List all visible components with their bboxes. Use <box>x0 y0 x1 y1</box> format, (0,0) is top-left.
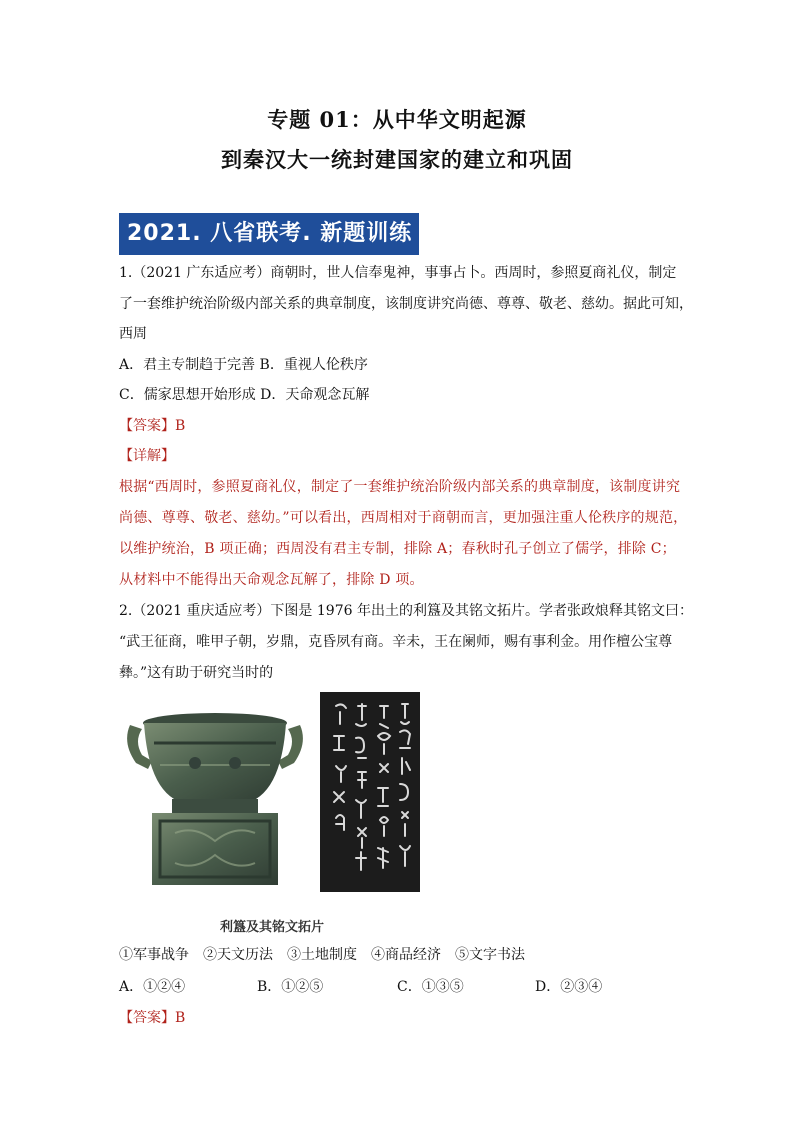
q1-stem-line3: 西周 <box>119 326 147 342</box>
page-title-line2: 到秦汉大一统封建国家的建立和巩固 <box>221 147 573 172</box>
q1-detail-line4: 从材料中不能得出天命观念瓦解了，排除 D 项。 <box>119 572 424 588</box>
q1-answer: 【答案】B <box>119 418 186 434</box>
inscription-rubbing-image <box>320 692 420 892</box>
q2-option-c: C．①③⑤ <box>397 979 464 995</box>
li-gui-vessel-image <box>120 703 310 893</box>
q1-options-line2: C．儒家思想开始形成 D．天命观念瓦解 <box>119 387 370 403</box>
section-banner: 2021. 八省联考. 新题训练 <box>119 213 419 255</box>
q1-detail-label: 【详解】 <box>119 448 175 464</box>
q2-option-b: B．①②⑤ <box>257 979 324 995</box>
q2-items: ①军事战争 ②天文历法 ③土地制度 ④商品经济 ⑤文字书法 <box>119 947 525 963</box>
q2-stem-line1: 2.（2021 重庆适应考）下图是 1976 年出土的利簋及其铭文拓片。学者张政烺释其铭文曰： <box>119 603 693 619</box>
q1-detail-line1: 根据“西周时，参照夏商礼仪，制定了一套维护统治阶级内部关系的典章制度，该制度讲究 <box>119 479 681 495</box>
figure-caption: 利簋及其铭文拓片 <box>220 920 325 935</box>
page-title-line1: 专题 01：从中华文明起源 <box>267 107 527 132</box>
q2-stem-line3: 彝。”这有助于研究当时的 <box>119 665 274 681</box>
q2-option-d: D．②③④ <box>535 979 603 995</box>
q2-option-a: A．①②④ <box>119 979 186 995</box>
q2-stem-line2: “武王征商，唯甲子朝，岁鼎，克昏夙有商。辛未，王在阑师，赐有事利金。用作檀公宝尊 <box>119 634 673 650</box>
q1-options-line1: A．君主专制趋于完善 B．重视人伦秩序 <box>119 357 368 373</box>
q2-answer: 【答案】B <box>119 1010 186 1026</box>
q1-stem-line2: 了一套维护统治阶级内部关系的典章制度，该制度讲究尚德、尊尊、敬老、慈幼。据此可知， <box>119 296 693 312</box>
q1-detail-line2: 尚德、尊尊、敬老、慈幼。”可以看出，西周相对于商朝而言，更加强注重人伦秩序的规范， <box>119 510 688 526</box>
q1-detail-line3: 以维护统治，B 项正确；西周没有君主专制，排除 A；春秋时孔子创立了儒学，排除 C； <box>119 541 676 557</box>
q1-stem-line1: 1.（2021 广东适应考）商朝时，世人信奉鬼神，事事占卜。西周时，参照夏商礼仪，制定 <box>119 265 677 281</box>
